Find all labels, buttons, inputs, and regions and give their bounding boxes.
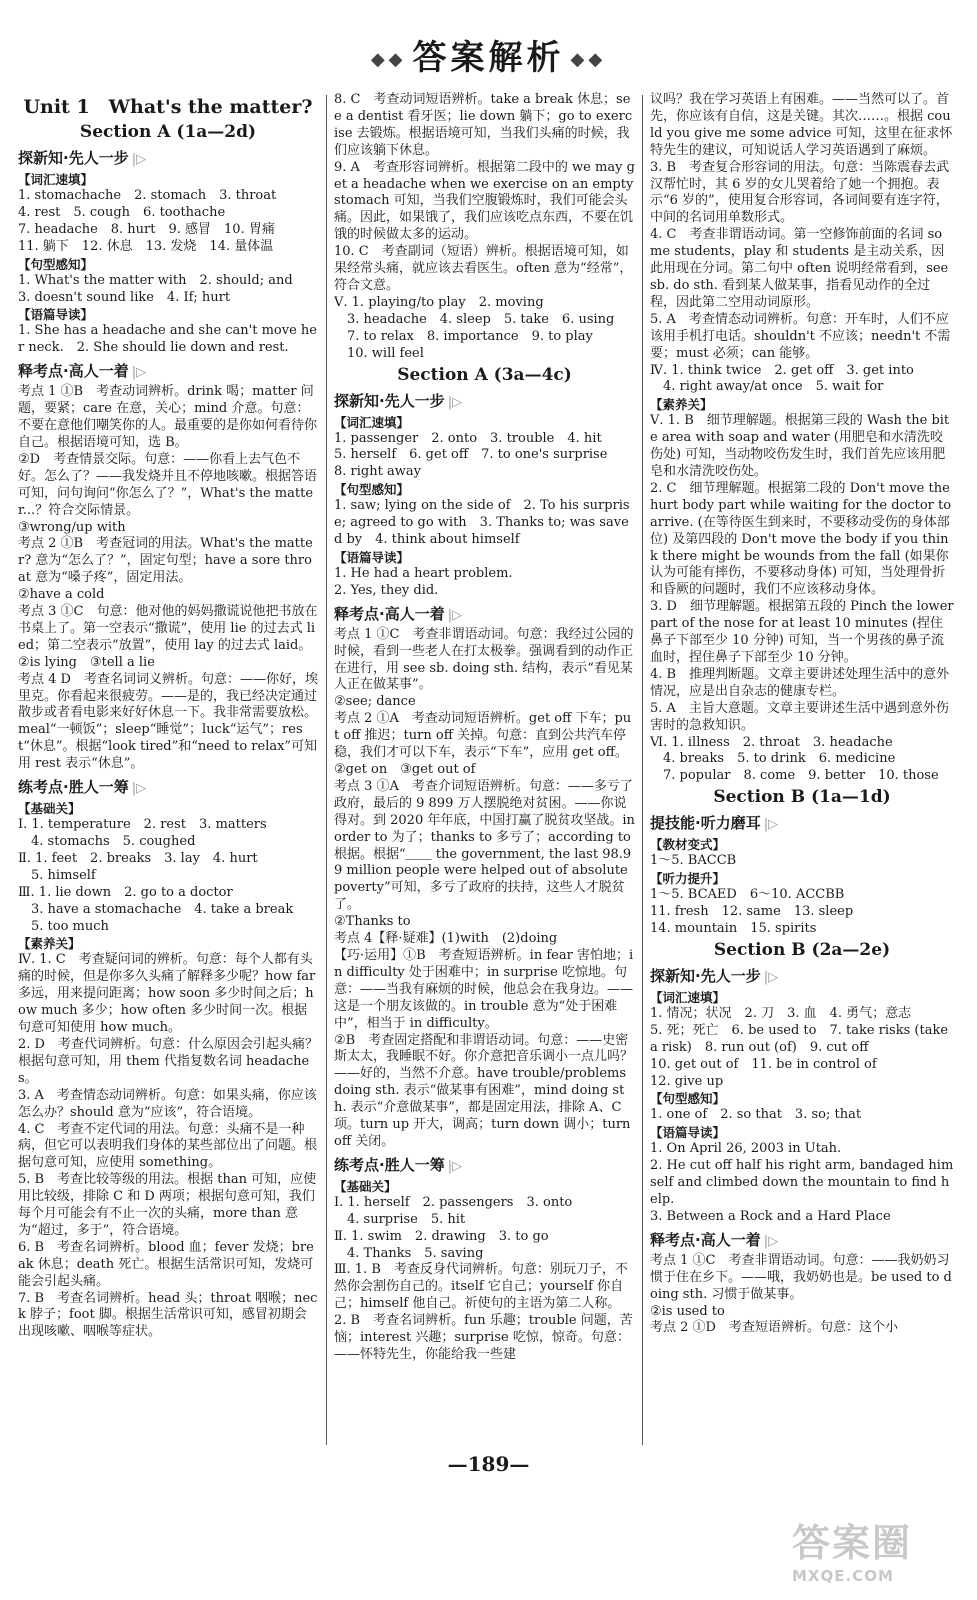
subsection-label	[650, 870, 954, 887]
answer-line	[18, 205, 318, 222]
answer-line	[650, 1074, 954, 1091]
answer-line-text: 9. A 考查形容词辨析。根据第二段中的 we may get a headache when we exercise on an empty stomach 可知，当我们空腹锻炼时，我们可能会头痛。因此，如果饿了，我们应该吃点东西，不要在饥饿的时候做太多的运动。	[334, 159, 635, 243]
subsection-label	[650, 1090, 954, 1107]
answer-line-text: 7. popular 8. come 9. better 10. those	[650, 768, 939, 784]
answer-line	[650, 921, 954, 938]
column-divider	[326, 95, 327, 1445]
subsection-label-text: 【句型感知】	[650, 1091, 726, 1107]
answer-line	[18, 323, 318, 357]
answer-line	[334, 1229, 635, 1246]
answer-line	[18, 587, 318, 604]
answer-line	[334, 447, 635, 464]
answer-line-text: ②is lying ③tell a lie	[18, 654, 155, 670]
answer-line-text: 10. get out of 11. be in control of	[650, 1056, 877, 1072]
subsection-label	[18, 171, 318, 188]
answer-line	[18, 239, 318, 256]
answer-line	[334, 694, 635, 711]
answer-line	[334, 1195, 635, 1212]
subsection-label-text: 【词汇速填】	[334, 414, 410, 430]
answer-line	[18, 885, 318, 902]
answer-line-text: Ⅱ. 1. swim 2. drawing 3. to go	[334, 1228, 549, 1244]
band-arrow-icon: |▷	[131, 365, 147, 381]
section-band-heading-text: 提技能·听力磨耳	[650, 814, 761, 833]
answer-line	[334, 1033, 635, 1151]
subsection-label-text: 【语篇导读】	[334, 549, 410, 565]
answer-line-text: Ⅰ. 1. herself 2. passengers 3. onto	[334, 1194, 573, 1210]
answer-line-text: 1. one of 2. so that 3. so; that	[650, 1107, 862, 1123]
answer-line	[650, 1320, 954, 1337]
answer-line-text: ②B 考查固定搭配和非谓语动词。句意：——史密斯太太，我睡眠不好。你介意把音乐调小一点儿吗？——好的，当然不介意。have trouble/problems doing sth. 表示“做某事有困难”，mind doing sth. 表示“介意做某事”，都是固定用法，排除 A、C 项。turn up 开大，调高；turn down 调小；turn off 关闭。	[334, 1032, 634, 1149]
answer-line	[650, 1158, 954, 1209]
answer-line-text: Ⅴ. 1. B 细节理解题。根据第三段的 Wash the bite area with soap and water (用肥皂和水清洗咬伤处) 可知，当动物咬伤发生时，我们首先应该用肥皂和水清洗咬伤处。	[650, 413, 950, 480]
answer-line-text: Ⅰ. 1. temperature 2. rest 3. matters	[18, 817, 267, 833]
subsection-label-text: 【句型感知】	[334, 482, 410, 498]
answer-line-text: Ⅵ. 1. illness 2. throat 3. headache	[650, 734, 893, 750]
answer-line-text: 8. right away	[334, 464, 421, 480]
answer-line-text: Ⅳ. 1. C 考查疑问词的辨析。句意：每个人都有头痛的时候，但是你多久头痛了解释多少呢？how far 多远，用来提问距离；how soon 多少时间之后；how much 多少；how often 多少时间一次。根据句意可知使用 how much。	[18, 952, 316, 1036]
subsection-label	[334, 481, 635, 498]
answer-line	[650, 1253, 954, 1304]
answer-line	[650, 413, 954, 481]
section-band-heading	[18, 777, 318, 799]
answer-line-text: 考点 2 ①B 考查冠词的用法。What's the matter? 意为“怎么了？”，固定句型；have a sore throat 意为“嗓子疼”，固定用法。	[18, 536, 313, 586]
answer-line-text: 3. have a stomachache 4. take a break	[18, 901, 294, 917]
subsection-label-text: 【基础关】	[334, 1178, 397, 1194]
answer-column-3	[650, 92, 954, 1450]
answer-line	[334, 431, 635, 448]
answer-line-text: Ⅲ. 1. lie down 2. go to a doctor	[18, 884, 233, 900]
subsection-label	[334, 414, 635, 431]
subsection-label	[18, 256, 318, 273]
answer-line-text: Ⅲ. 1. B 考查反身代词辨析。句意：别玩刀子，不然你会割伤自己的。itself 它自己；yourself 你自己；himself 他自己。祈使句的主语为第二人称。	[334, 1262, 628, 1312]
answer-line	[650, 887, 954, 904]
answer-line-text: 3. Between a Rock and a Hard Place	[650, 1208, 891, 1224]
answer-line-text: 考点 1 ①C 考查非谓语动词。句意：我经过公园的时候，看到一些老人在打太极拳。强调看到的动作正在进行，用 see sb. doing sth. 结构，表示“看见某人正在做某事”。	[334, 626, 634, 693]
answer-line	[18, 902, 318, 919]
answer-line-text: 11. 躺下 12. 休息 13. 发烧 14. 量体温	[18, 238, 274, 254]
section-band-heading	[334, 391, 635, 413]
answer-line-text: ②get on ③get out of	[334, 762, 476, 777]
section-band-heading	[650, 966, 954, 988]
answer-line	[18, 222, 318, 239]
answer-line	[334, 711, 635, 762]
answer-line	[650, 1006, 954, 1023]
answer-line-text: Ⅴ. 1. playing/to play 2. moving	[334, 294, 544, 310]
answer-line-text: 8. C 考查动词短语辨析。take a break 休息；see a dentist 看牙医；lie down 躺下；go to exercise 去锻炼。根据语境可知，当我们头痛的时候，我们应该躺下休息。	[334, 92, 633, 158]
answer-line	[18, 290, 318, 307]
answer-line-text: 1～5. BACCB	[650, 853, 737, 869]
answer-line	[18, 273, 318, 290]
section-title	[18, 121, 318, 144]
section-band-heading-text: 释考点·高人一着	[18, 362, 129, 381]
answer-line-text: 2. B 考查名词辨析。fun 乐趣；trouble 问题，苦恼；interest 兴趣；surprise 吃惊，惊奇。句意：——怀特先生，你能给我一些建	[334, 1313, 633, 1362]
section-band-heading	[334, 604, 635, 626]
answer-line-text: ②is used to	[650, 1303, 725, 1319]
unit-title	[18, 94, 318, 120]
answer-line	[334, 160, 635, 245]
answer-line	[334, 92, 635, 160]
band-arrow-icon: |▷	[131, 152, 147, 167]
answer-line-text: 4. B 推理判断题。文章主要讲述处理生活中的意外情况，应是出自杂志的健康专栏。	[650, 666, 950, 699]
section-title-text: Section B (1a—1d)	[713, 787, 891, 808]
subsection-label	[334, 1178, 635, 1195]
answer-line	[334, 583, 635, 600]
answer-line	[650, 92, 954, 160]
subsection-label-text: 【词汇速填】	[650, 989, 726, 1005]
watermark-logo	[792, 1512, 962, 1592]
subsection-label	[334, 549, 635, 566]
answer-line-text: 1～5. BCAED 6～10. ACCBB	[650, 887, 845, 903]
section-title	[650, 939, 954, 962]
answer-line-text: 3. D 细节理解题。根据第五段的 Pinch the lower part of the nose for at least 10 minutes (捏住鼻子下部至少 10 分钟) 可知，当一个男孩的鼻子流血时，捏住鼻子下部至少 10 分钟。	[650, 599, 954, 665]
section-band-heading	[650, 813, 954, 835]
subsection-label-text: 【教材变式】	[650, 837, 726, 853]
answer-column-1	[18, 92, 318, 1450]
answer-line-text: 4. breaks 5. to drink 6. medicine	[650, 751, 896, 767]
answer-line	[18, 672, 318, 773]
answer-line	[650, 227, 954, 312]
subsection-label	[650, 989, 954, 1006]
answer-line-text: 3. A 考查情态动词辨析。句意：如果头痛，你应该怎么办？should 意为“应该”，符合语境。	[18, 1087, 317, 1120]
answer-line	[650, 1023, 954, 1057]
answer-line-text: 考点 4【释·疑难】(1)with (2)doing	[334, 931, 558, 947]
answer-line	[650, 735, 954, 752]
answer-line-text: 4. C 考查非谓语动词。第一空修饰前面的名词 some students，play 和 students 是主动关系，因此用现在分词。第二句中 often 说明经常看到，see sb. do sth. 看到某人做某事，指看见动作的全过程，因此第二空用动词原形。	[650, 227, 949, 310]
answer-line-text: 4. surprise 5. hit	[334, 1211, 466, 1227]
answer-line-text: 1. saw; lying on the side of 2. To his surprise; agreed to go with 3. Thanks to; was saved by 4. think about himself	[334, 498, 630, 548]
answer-line	[650, 599, 954, 667]
answer-line	[334, 779, 635, 914]
answer-line-text: 6. B 考查名词辨析。blood 血；fever 发烧；break 休息；death 死亡。根据生活常识可知，发烧可能会引起头痛。	[18, 1239, 314, 1289]
subsection-label-text: 【句型感知】	[18, 256, 94, 272]
answer-line	[18, 1122, 318, 1173]
answer-line	[650, 160, 954, 228]
answer-line	[334, 244, 635, 295]
answer-line-text: ②have a cold	[18, 587, 105, 603]
answer-line-text: 11. fresh 12. same 13. sleep	[650, 904, 854, 920]
answer-line-text: ②D 考查情景交际。句意：——你看上去气色不好。怎么了？——我发烧并且不停地咳嗽。根据答语可知，问句询问“你怎么了？”，What's the matter...？符合交际情景。	[18, 451, 318, 518]
answer-line-text: 2. He cut off half his right arm, bandaged himself and climbed down the mountain to find help.	[650, 1158, 954, 1208]
answer-line-text: ②see; dance	[334, 694, 416, 710]
answer-line	[18, 868, 318, 885]
subsection-label-text: 【基础关】	[18, 801, 81, 817]
answer-line-text: 1. He had a heart problem.	[334, 565, 513, 581]
answer-line-text: 5. B 考查比较等级的用法。根据 than 可知，应使用比较级，排除 C 和 D 两项；根据句意可知，我们每个月可能会有不止一次的头痛，more than 意为“超过，多于”，符合语境。	[18, 1172, 317, 1238]
answer-line	[334, 346, 635, 363]
answer-line	[18, 604, 318, 655]
section-band-heading-text: 练考点·胜人一筹	[18, 778, 129, 797]
answer-line	[650, 1304, 954, 1321]
watermark-url: MXQE.COM	[792, 1567, 894, 1585]
subsection-label-text: 【素养关】	[650, 397, 713, 413]
answer-line	[334, 498, 635, 549]
answer-line	[18, 452, 318, 520]
answer-line-text: ③wrong/up with	[18, 519, 126, 535]
answer-line	[334, 1313, 635, 1364]
unit-title-text: Unit 1 What's the matter?	[23, 96, 313, 118]
answer-line	[18, 919, 318, 936]
answer-line	[334, 566, 635, 583]
band-arrow-icon: |▷	[763, 817, 779, 833]
answer-line-text: 7. to relax 8. importance 9. to play	[334, 328, 593, 344]
answer-line-text: ②Thanks to	[334, 914, 411, 930]
answer-line-text: 4. C 考查不定代词的用法。句意：头痛不是一种病，但它可以表明我们身体的某些部位出了问题。根据句意可知，应使用 something。	[18, 1121, 318, 1171]
answer-line-text: 考点 1 ①B 考查动词辨析。drink 喝；matter 问题，要紧；care 在意，关心；mind 介意。句意：不要在意他们嘲笑你的人。最重要的是你如何看待你自己。根据语境可知，选 B。	[18, 384, 318, 450]
answer-line	[18, 188, 318, 205]
answer-line	[18, 384, 318, 452]
answer-line-text: 考点 4 D 考查名词词义辨析。句意：——你好，埃里克。你看起来很疲劳。——是的，我已经决定通过散步或者看电影来好好休息一下。我非常需要放松。meal“一顿饭”；sleep“睡觉”；luck“运气”；rest“休息”。根据“look tired”和“need to relax”可知用 rest 表示“休息”。	[18, 671, 318, 772]
section-band-heading	[650, 1230, 954, 1252]
answer-line	[334, 464, 635, 481]
answer-line-text: 考点 2 ①D 考查短语辨析。句意：这个小	[650, 1320, 898, 1336]
answer-line-text: 12. give up	[650, 1073, 724, 1089]
column-divider	[642, 95, 643, 1445]
subsection-label-text: 【语篇导读】	[650, 1125, 726, 1141]
answer-line-text: 考点 3 ①C 句意：他对他的妈妈撒谎说他把书放在书桌上了。第一空表示“撒谎”，使用 lie 的过去式 lied；第二空表示“放置”，使用 lay 的过去式 laid。	[18, 604, 318, 653]
answer-column-2	[334, 92, 635, 1450]
diamond-left-icon: ◆◆	[370, 49, 407, 70]
answer-line	[334, 295, 635, 312]
subsection-label	[650, 396, 954, 413]
answer-line	[334, 1262, 635, 1313]
subsection-label	[18, 935, 318, 952]
section-band-heading-text: 释考点·高人一着	[650, 1230, 761, 1249]
answer-line	[650, 701, 954, 735]
answer-line-text: 10. C 考查副词（短语）辨析。根据语境可知，如果经常头痛，就应该去看医生。often 意为“经常”，符合文意。	[334, 244, 633, 293]
page-number-text: 189	[467, 1452, 510, 1476]
subsection-label	[650, 1124, 954, 1141]
answer-line-text: 4. rest 5. cough 6. toothache	[18, 204, 226, 220]
answer-line	[18, 1037, 318, 1088]
answer-line	[650, 312, 954, 363]
answer-line-text: 4. stomachs 5. coughed	[18, 834, 196, 849]
answer-line	[334, 914, 635, 931]
page-number: —189—	[447, 1452, 530, 1476]
answer-line-text: Ⅱ. 1. feet 2. breaks 3. lay 4. hurt	[18, 850, 258, 866]
answer-line	[334, 1246, 635, 1263]
answer-line	[650, 1141, 954, 1158]
answer-line	[650, 751, 954, 768]
subsection-label	[18, 306, 318, 323]
answer-line	[18, 1240, 318, 1291]
answer-line-text: 议吗？我在学习英语上有困难。——当然可以了。首先，你应该有自信，这是关键。其次……。根据 could you give me some advice 可知，这里在征求怀特先生的建议，可知说话人学习英语遇到了麻烦。	[650, 92, 953, 158]
answer-line	[650, 768, 954, 785]
section-band-heading-text: 探新知·先人一步	[18, 149, 129, 167]
answer-line-text: 考点 2 ①A 考查动词短语辨析。get off 下车；put off 推迟；turn off 关掉。句意：直到公共汽车停稳，我们才可以下车，表示“下车”，应用 get off。	[334, 711, 632, 761]
answer-line-text: 3. doesn't sound like 4. If; hurt	[18, 289, 231, 305]
answer-line-text: 7. headache 8. hurt 9. 感冒 10. 胃痛	[18, 221, 275, 237]
answer-line	[18, 536, 318, 587]
answer-line-text: 2. Yes, they did.	[334, 582, 439, 598]
answer-line-text: Ⅳ. 1. think twice 2. get off 3. get into	[650, 362, 914, 378]
band-arrow-icon: |▷	[763, 1233, 779, 1249]
answer-line	[18, 1291, 318, 1342]
answer-line	[334, 948, 635, 1033]
answer-line-text: 5. himself	[18, 867, 96, 883]
answer-line-text: 4. right away/at once 5. wait for	[650, 379, 884, 395]
answer-line-text: 5. A 主旨大意题。文章主要讲述生活中遇到意外伤害时的急救知识。	[650, 700, 949, 733]
section-title-text: Section A (3a—4c)	[397, 364, 572, 385]
section-title	[334, 364, 635, 387]
answer-line-text: 7. B 考查名词辨析。head 头；throat 咽喉；neck 脖子；foot 脚。根据生活常识可知，感冒初期会出现咳嗽、咽喉等症状。	[18, 1290, 318, 1340]
answer-line-text: 14. mountain 15. spirits	[650, 920, 817, 936]
answer-line	[18, 655, 318, 672]
section-band-heading	[18, 148, 318, 170]
band-arrow-icon: |▷	[447, 607, 463, 623]
section-band-heading	[18, 361, 318, 383]
answer-line-text: 1. stomachache 2. stomach 3. throat	[18, 188, 277, 203]
answer-line	[650, 667, 954, 701]
answer-line-text: 1. passenger 2. onto 3. trouble 4. hit	[334, 430, 602, 446]
answer-line-text: 3. B 考查复合形容词的用法。句意：当陈震春去武汉帮忙时，其 6 岁的女儿哭着给了她一个拥抱。表示“6 岁的”，使用复合形容词，各词间要有连字符，中间的名词用单数形式。	[650, 159, 950, 226]
answer-line-text: 5. A 考查情态动词辨析。句意：开车时，人们不应该用手机打电话。shouldn't 不应该；needn't 不需要；must 必须；can 能够。	[650, 311, 951, 361]
answer-line	[650, 481, 954, 599]
answer-line-text: 5. 死；死亡 6. be used to 7. take risks (take a risk) 8. run out (of) 9. cut off	[650, 1022, 949, 1055]
subsection-label-text: 【素养关】	[18, 936, 81, 952]
answer-line-text: 3. headache 4. sleep 5. take 6. using	[334, 311, 615, 327]
answer-line-text: 5. too much	[18, 918, 109, 934]
band-arrow-icon: |▷	[131, 781, 147, 797]
answer-line	[650, 363, 954, 380]
answer-line-text: 2. D 考查代词辨析。句意：什么原因会引起头痛？根据句意可知，用 them 代指复数名词 headaches。	[18, 1036, 318, 1086]
answer-line	[650, 904, 954, 921]
answer-line	[18, 834, 318, 851]
answer-line	[18, 851, 318, 868]
answer-line-text: 考点 3 ①A 考查介词短语辨析。句意：——多亏了政府，最后的 9 899 万人摆脱绝对贫困。——你说得对。到 2020 年年底，中国打赢了脱贫攻坚战。in order to 为了；thanks to 多亏了；according to 根据。根据“＿＿ the government, the last 98.99 million people were helped out of absolute poverty”可知，多亏了政府的扶持，这些人才脱贫了。	[334, 778, 635, 913]
band-arrow-icon: |▷	[447, 1158, 463, 1174]
answer-line	[334, 312, 635, 329]
answer-line-text: 4. Thanks 5. saving	[334, 1245, 484, 1261]
section-band-heading-text: 探新知·先人一步	[650, 966, 761, 985]
section-title-text: Section B (2a—2e)	[713, 939, 891, 960]
section-title	[650, 786, 954, 809]
answer-line-text: 1. She has a headache and she can't move her neck. 2. She should lie down and rest.	[18, 323, 317, 356]
subsection-label	[650, 836, 954, 853]
answer-line	[18, 520, 318, 537]
section-band-heading-text: 练考点·胜人一筹	[334, 1155, 445, 1174]
answer-line	[650, 1057, 954, 1074]
subsection-label-text: 【听力提升】	[650, 871, 726, 887]
answer-line-text: 1. What's the matter with 2. should; and	[18, 272, 293, 288]
subsection-label	[18, 800, 318, 817]
answer-line-text: 5. herself 6. get off 7. to one's surprise	[334, 447, 608, 463]
page-title	[0, 30, 977, 79]
answer-line	[334, 1212, 635, 1229]
subsection-label-text: 【语篇导读】	[18, 307, 94, 323]
answer-line	[18, 952, 318, 1037]
section-title-text: Section A (1a—2d)	[79, 122, 257, 142]
subsection-label-text: 【词汇速填】	[18, 172, 94, 187]
section-band-heading-text: 探新知·先人一步	[334, 391, 445, 410]
answer-line	[18, 1088, 318, 1122]
answer-line	[334, 931, 635, 948]
band-arrow-icon: |▷	[447, 394, 463, 410]
band-arrow-icon: |▷	[763, 969, 779, 985]
section-band-heading	[334, 1155, 635, 1177]
watermark-text: 答案圈	[792, 1521, 913, 1565]
diamond-right-icon: ◆◆	[570, 49, 607, 70]
answer-line	[18, 1172, 318, 1240]
answer-line	[334, 627, 635, 695]
answer-line-text: 10. will feel	[334, 345, 424, 361]
answer-line-text: 1. 情况；状况 2. 刀 3. 血 4. 勇气；意志	[650, 1005, 912, 1021]
answer-line	[650, 1107, 954, 1124]
answer-line	[334, 329, 635, 346]
answer-line-text: 1. On April 26, 2003 in Utah.	[650, 1141, 842, 1157]
answer-line-text: 【巧·运用】①B 考查短语辨析。in fear 害怕地；in difficulty 处于困难中；in surprise 吃惊地。句意：——当我有麻烦的时候，他总会在我身边。——这是一个朋友该做的。in trouble 意为“处于困难中”，相当于 in difficulty。	[334, 947, 634, 1031]
answer-line	[650, 379, 954, 396]
page-title-text: 答案解析	[412, 38, 565, 78]
section-band-heading-text: 释考点·高人一着	[334, 604, 445, 623]
answer-line	[650, 1209, 954, 1226]
answer-line-text: 2. C 细节理解题。根据第二段的 Don't move the hurt body part while waiting for the doctor to arrive. (在等待医生到来时，不要移动受伤的身体部位) 及第四段的 Don't move the body if you think there might be wounds from the fall (如果你认为可能有摔伤，不要移动身体) 可知，当处理骨折和昏厥的问题时，我们不应该移动身体。	[650, 480, 952, 598]
answer-line	[18, 817, 318, 834]
answer-line	[650, 853, 954, 870]
answer-line	[334, 762, 635, 779]
answer-line-text: 考点 1 ①C 考查非谓语动词。句意：——我奶奶习惯于住在乡下。——哦，我奶奶也是。be used to doing sth. 习惯于做某事。	[650, 1252, 952, 1302]
